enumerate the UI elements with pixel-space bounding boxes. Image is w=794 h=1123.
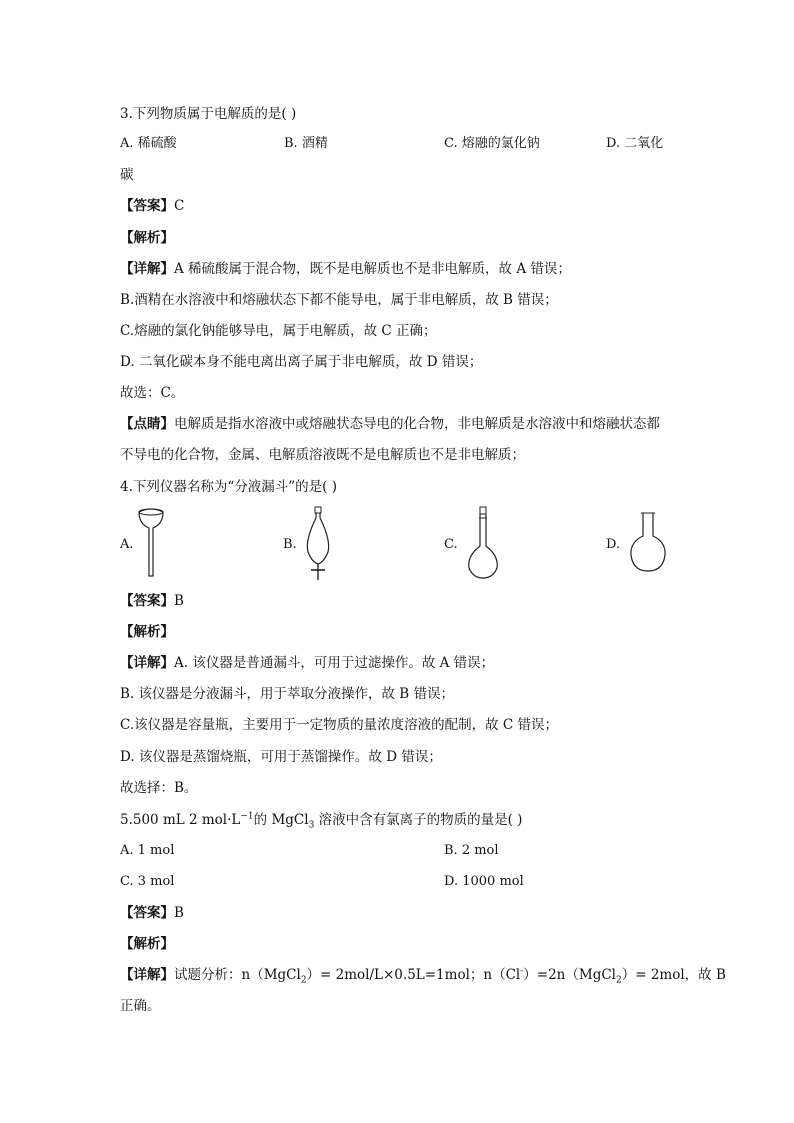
q3-conclusion: 故选：C。 [120,385,185,401]
q3-detail-line: D. 二氧化碳本身不能电离出离子属于非电解质，故 D 错误； [120,354,483,370]
q4-detail-line [120,654,494,672]
remark-tag: 【点睛】 [120,416,174,432]
detail-superscript: - [520,966,524,977]
funnel-icon [136,506,166,580]
q5-stem-text: 的 MgCl [253,812,309,828]
q4-detail-line: B. 该仪器是分液漏斗，用于萃取分液操作，故 B 错误； [120,686,455,702]
q3-remark-line: 不导电的化合物，金属、电解质溶液既不是电解质也不是非电解质； [120,447,525,463]
q4-answer [120,592,184,610]
detail-subscript: 2 [616,975,622,986]
detail-subscript: 2 [300,975,307,986]
detail-tag: 【详解】 [120,655,174,671]
detail-text: A 稀硫酸属于混合物，既不是电解质也不是非电解质，故 A 错误； [174,261,571,277]
answer-tag: 【答案】 [120,593,174,609]
q5-stem [120,811,522,829]
detail-text: A. 该仪器是普通漏斗，可用于过滤操作。故 A 错误； [174,655,495,671]
answer-value: B [174,593,184,609]
q5-analysis-tag: 【解析】 [120,936,174,952]
remark-text: 电解质是指水溶液中或熔融状态导电的化合物，非电解质是水溶液中和熔融状态都 [174,416,660,432]
q5-stem-superscript: −1 [240,811,254,822]
q3-option-d: D. 二氧化 [606,136,664,151]
q5-detail-wrap: 正确。 [120,998,161,1014]
q3-option-b: B. 酒精 [284,136,328,151]
q3-remark-line [120,415,660,433]
q3-option-a: A. 稀硫酸 [120,136,177,151]
q5-stem-text: 溶液中含有氯离子的物质的量是( ) [314,812,523,828]
q3-stem: 3.下列物质属于电解质的是( ) [120,106,297,122]
q5-detail-line [120,966,726,984]
q5-option-a: A. 1 mol [120,843,175,858]
q5-option-b: B. 2 mol [444,843,499,858]
detail-tag: 【详解】 [120,261,174,277]
q5-option-d: D. 1000 mol [444,874,524,889]
q3-option-c: C. 熔融的氯化钠 [444,136,540,151]
q4-option-b-letter: B. [283,537,297,552]
detail-text: ）= 2mol/L×0.5L=1mol；n（Cl [306,967,521,983]
volumetric-flask-icon [463,506,503,580]
detail-text: ）= 2mol，故 B [621,967,726,983]
q3-detail-line: C.熔融的氯化钠能够导电，属于电解质，故 C 正确； [120,323,437,339]
distilling-flask-icon [628,512,668,574]
detail-text: 试题分析：n（MgCl [174,967,301,983]
q3-detail-line: B.酒精在水溶液中和熔融状态下都不能导电，属于非电解质，故 B 错误； [120,292,558,308]
q3-detail-line [120,260,571,278]
q4-option-a-letter: A. [120,537,134,552]
detail-text: ）=2n（MgCl [523,967,616,983]
q4-conclusion: 故选择：B。 [120,780,198,796]
q4-detail-line: C.该仪器是容量瓶，主要用于一定物质的量浓度溶液的配制，故 C 错误； [120,717,559,733]
q5-option-c: C. 3 mol [120,874,175,889]
q4-stem: 4.下列仪器名称为“分液漏斗”的是( ) [120,479,338,495]
answer-tag: 【答案】 [120,905,174,921]
answer-value: B [174,905,184,921]
q3-answer [120,197,184,215]
q4-option-d-letter: D. [606,537,621,552]
q4-analysis-tag: 【解析】 [120,624,174,640]
detail-tag: 【详解】 [120,967,174,983]
q5-answer [120,904,184,922]
separatory-funnel-icon [302,506,334,582]
q3-option-d-wrap: 碳 [120,167,134,183]
q5-stem-subscript: 3 [308,820,315,831]
q3-analysis-tag: 【解析】 [120,230,174,246]
answer-tag: 【答案】 [120,198,174,214]
answer-value: C [174,198,185,214]
q5-stem-text: 5.500 mL 2 mol·L [120,812,241,828]
q4-detail-line: D. 该仪器是蒸馏烧瓶，可用于蒸馏操作。故 D 错误； [120,749,442,765]
q4-option-c-letter: C. [444,537,458,552]
